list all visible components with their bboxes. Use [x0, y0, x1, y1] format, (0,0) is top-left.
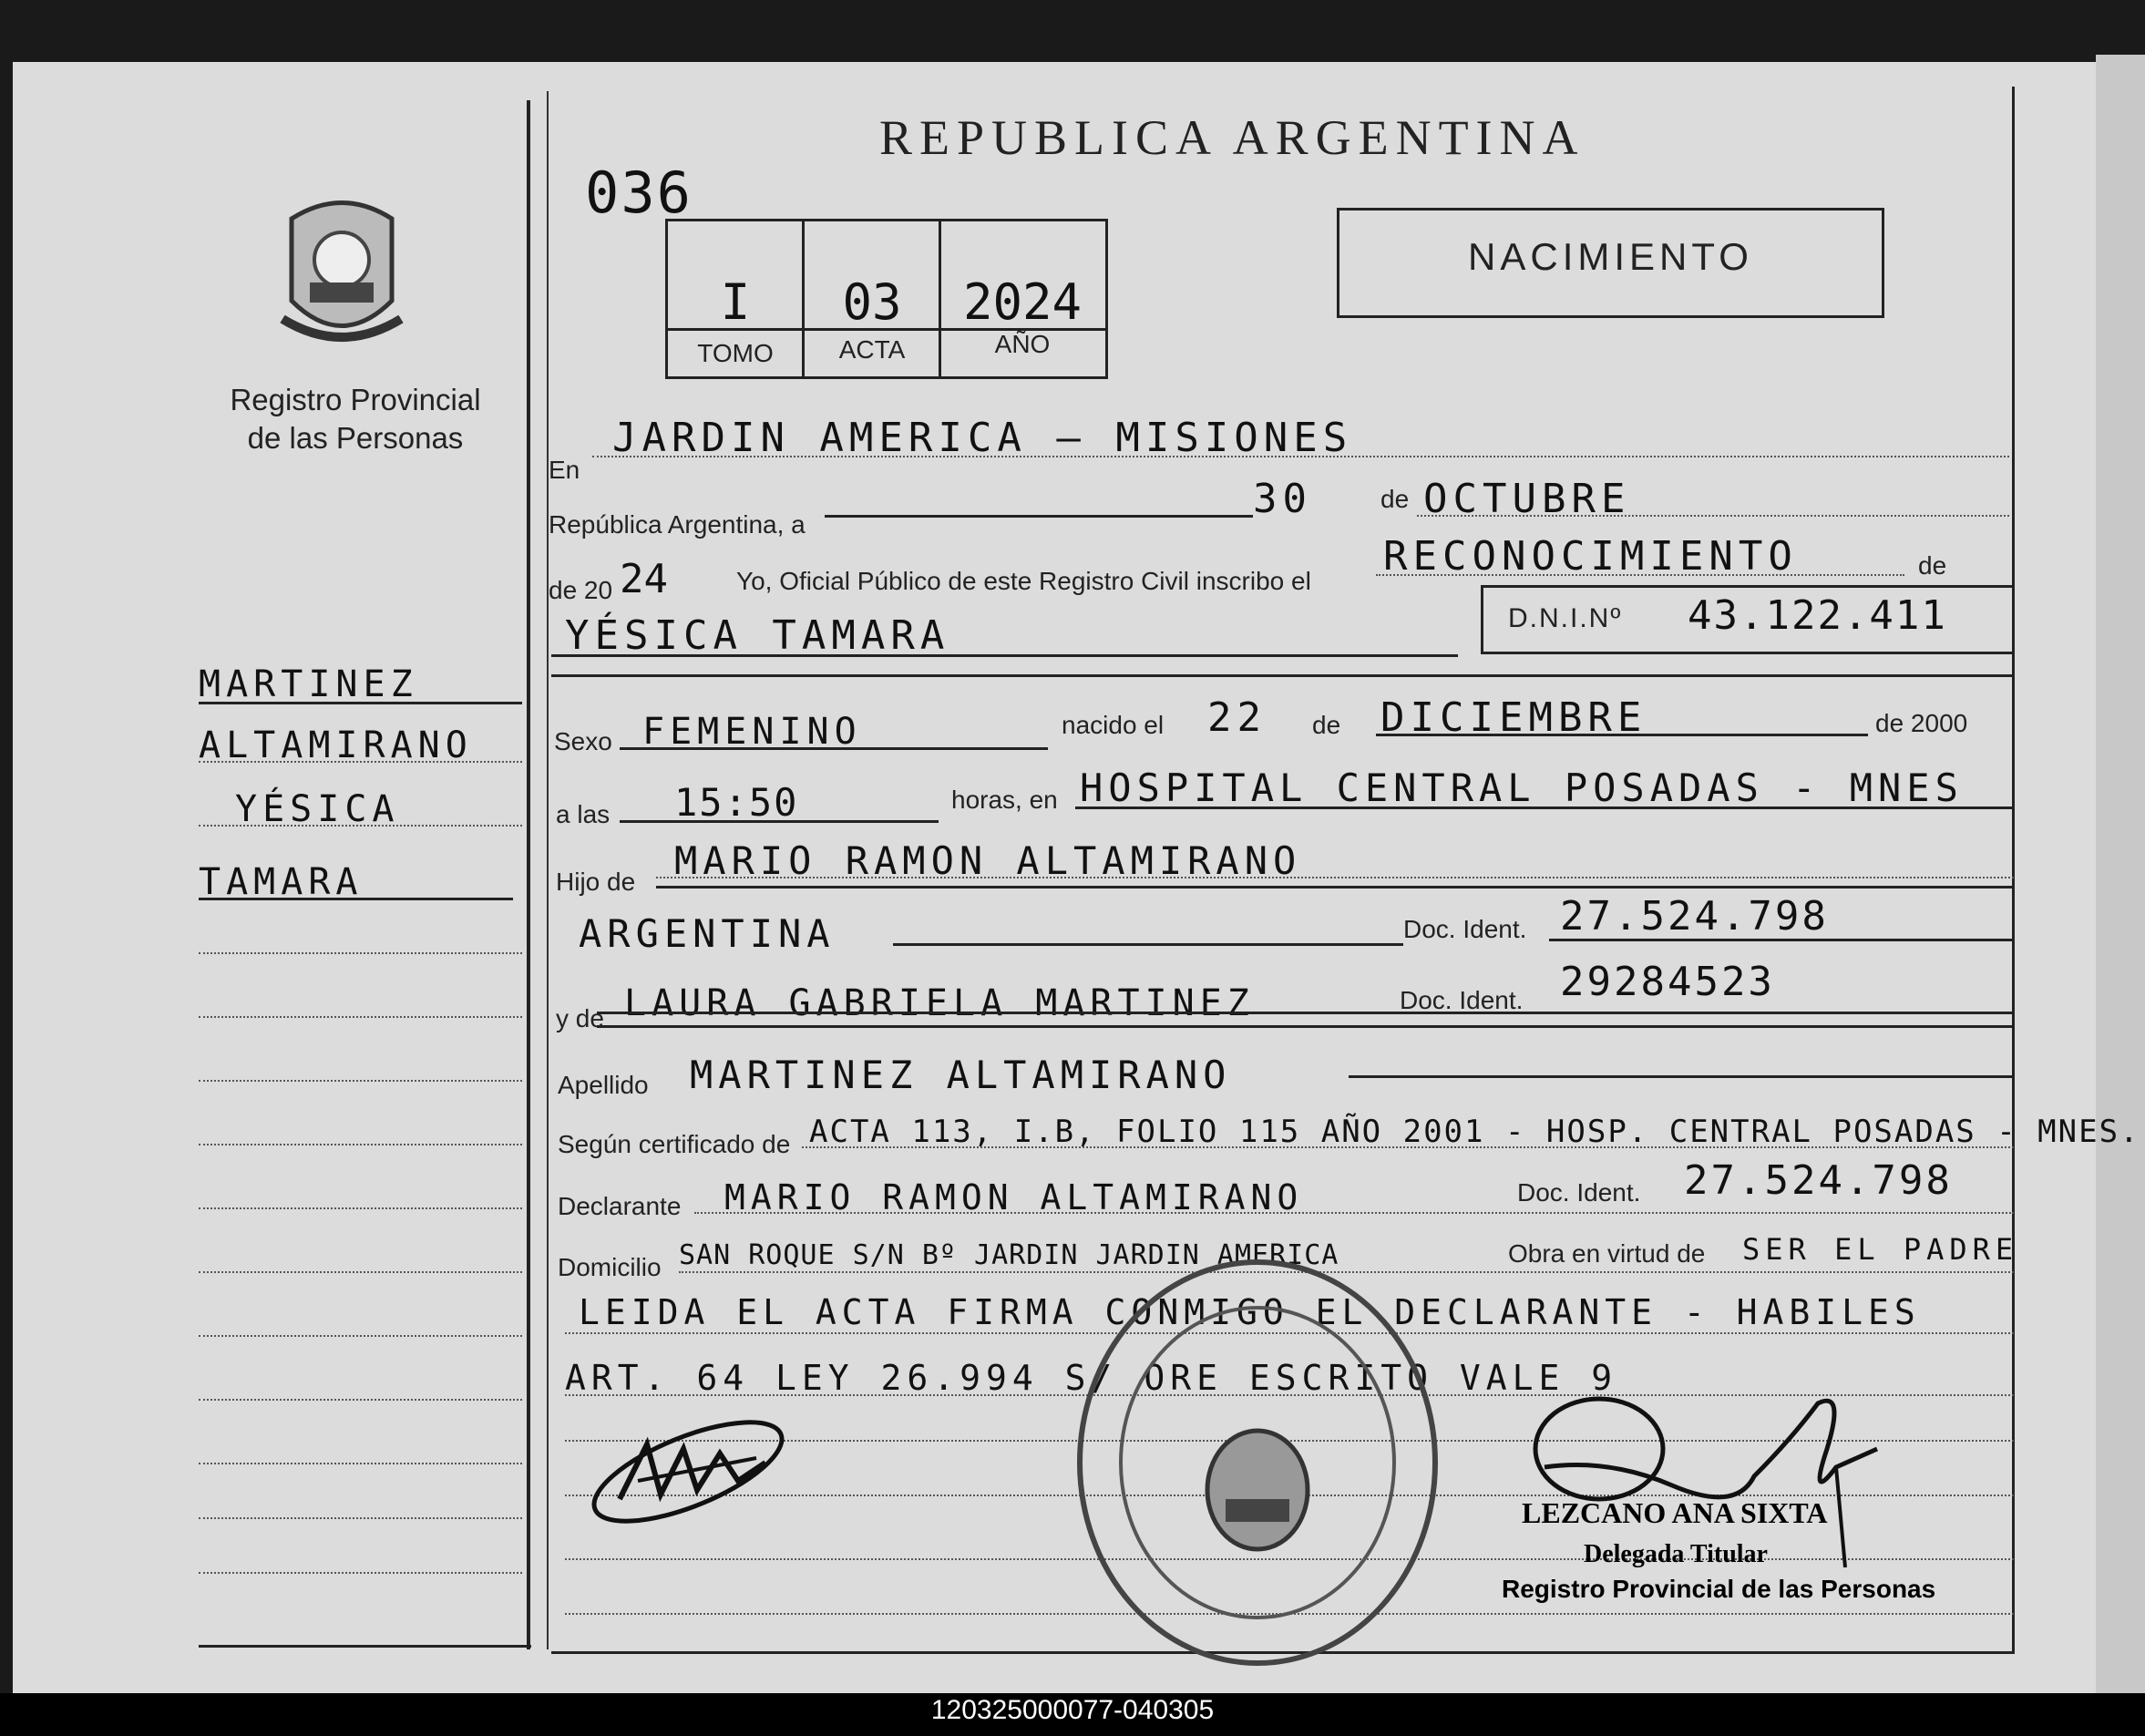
surname-value: MARTINEZ ALTAMIRANO: [690, 1053, 1232, 1097]
year-prefix-label: de 20: [549, 576, 613, 604]
margin-blank-line: [199, 1517, 522, 1519]
father-nationality: ARGENTINA: [579, 911, 836, 956]
sexo-line: [620, 747, 1048, 750]
margin-blank-line: [199, 1463, 522, 1464]
anio-value: 2024: [962, 273, 1083, 331]
section-divider-2: [597, 1025, 2014, 1028]
document-code: 120325000077-040305: [930, 1695, 1215, 1725]
margin-line-3: [199, 825, 522, 827]
margin-divider: [527, 100, 530, 1649]
anio-label: AÑO: [994, 330, 1051, 358]
official-organization: Registro Provincial de las Personas: [1502, 1575, 1936, 1603]
official-seal: [1071, 1253, 1444, 1672]
margin-surname-2: ALTAMIRANO: [199, 724, 473, 766]
margin-line-4: [199, 898, 513, 900]
obra-value: SER EL PADRE: [1742, 1232, 2019, 1267]
father-line: [656, 877, 2014, 878]
margin-blank-line: [199, 1335, 522, 1337]
acta-label: ACTA: [838, 335, 906, 364]
obra-label: Obra en virtud de: [1508, 1239, 1706, 1268]
apellido-label: Apellido: [558, 1071, 649, 1099]
margin-blank-line: [199, 1016, 522, 1018]
margin-blank-line: [199, 952, 522, 954]
horas-en-label: horas, en: [951, 786, 1058, 814]
observation-line-2: ART. 64 LEY 26.994 S/ ORE ESCRITO VALE 9: [565, 1358, 1618, 1398]
domicilio-value: SAN ROQUE S/N Bº JARDIN JARDIN AMERICA: [679, 1239, 1339, 1271]
registry-name-line2: de las Personas: [247, 421, 464, 455]
margin-line-1: [199, 702, 522, 704]
act-line: [1376, 574, 1904, 576]
mother-line: [597, 1012, 2014, 1014]
birth-month: DICIEMBRE: [1380, 694, 1647, 741]
birth-place-line: [1075, 806, 2014, 809]
certificate-line: [802, 1146, 2014, 1148]
sexo-label: Sexo: [554, 727, 612, 755]
tomo-label: TOMO: [697, 339, 774, 367]
hijo-label: Hijo de: [556, 868, 636, 896]
dni-label: D.N.I.Nº: [1508, 603, 1623, 633]
dni-value: 43.122.411: [1688, 592, 1947, 639]
de-label-1: de: [1380, 485, 1410, 513]
margin-blank-line: [199, 1271, 522, 1273]
father-doc: 27.524.798: [1560, 893, 1829, 940]
place-value: JARDIN AMERICA — MISIONES: [612, 415, 1353, 461]
mother-name: LAURA GABRIELA MARTINEZ: [624, 982, 1255, 1024]
section-divider-1: [551, 674, 2014, 677]
margin-line-2: [199, 761, 522, 763]
place-line: [592, 456, 2009, 457]
republica-label: República Argentina, a: [549, 510, 806, 539]
declarante-line: [694, 1212, 2014, 1214]
surname-line: [1349, 1075, 2014, 1078]
content-left-border: [547, 91, 549, 1649]
mother-doc: 29284523: [1560, 959, 1775, 1005]
name-line: [551, 654, 1458, 657]
birth-day: 22: [1207, 694, 1267, 741]
registered-name: YÉSICA TAMARA: [565, 612, 950, 659]
act-type: RECONOCIMIENTO: [1383, 533, 1798, 580]
birth-time: 15:50: [674, 780, 799, 825]
de-label-3: de: [1312, 711, 1341, 739]
record-type: NACIMIENTO: [1468, 235, 1753, 278]
father-underline: [656, 886, 2014, 889]
record-number: 036: [585, 159, 693, 226]
de-label-2: de: [1918, 551, 1947, 580]
en-label: En: [549, 456, 580, 484]
date-line-1: [825, 515, 1253, 518]
margin-given-name-1: YÉSICA: [235, 788, 400, 830]
acta-value: 03: [842, 273, 902, 331]
margin-bottom-line: [199, 1645, 531, 1648]
official-title: Delegada Titular: [1584, 1540, 1768, 1568]
declarante-name: MARIO RAMON ALTAMIRANO: [724, 1177, 1304, 1217]
misiones-crest-logo: [273, 191, 410, 355]
observation-line-1: LEIDA EL ACTA FIRMA CONMIGO EL DECLARANTE - HABILES: [579, 1292, 1921, 1332]
margin-blank-line: [199, 1080, 522, 1082]
month-line: [1417, 515, 2009, 517]
birth-year: de 2000: [1875, 709, 1968, 737]
registry-name-line1: Registro Provincial: [230, 383, 481, 416]
doc-ident-label-2: Doc. Ident.: [1400, 986, 1524, 1014]
oficial-text: Yo, Oficial Público de este Registro Civil inscribo el: [736, 567, 1311, 595]
sexo-value: FEMENINO: [642, 711, 862, 753]
nationality-line: [893, 943, 1403, 946]
registration-day: 30: [1253, 476, 1312, 522]
margin-blank-line: [199, 1572, 522, 1574]
time-line: [620, 820, 939, 823]
registration-month: OCTUBRE: [1423, 476, 1631, 522]
margin-blank-line: [199, 1399, 522, 1401]
declarant-signature: [583, 1408, 793, 1536]
father-name: MARIO RAMON ALTAMIRANO: [674, 838, 1302, 883]
tomo-value: I: [720, 273, 751, 331]
next-page-edge: [2096, 55, 2145, 1695]
margin-surname-1: MARTINEZ: [199, 663, 418, 705]
a-las-label: a las: [556, 800, 611, 828]
margin-blank-line: [199, 1207, 522, 1209]
content-right-border: [2012, 87, 2015, 1654]
year-suffix: 24: [620, 556, 668, 602]
segun-label: Según certificado de: [558, 1130, 791, 1158]
declarante-label: Declarante: [558, 1192, 682, 1220]
y-de-label: y de: [556, 1004, 604, 1032]
margin-blank-line: [199, 1144, 522, 1145]
birth-month-line: [1376, 734, 1868, 736]
margin-given-name-2: TAMARA: [199, 861, 364, 903]
certificate-reference: ACTA 113, I.B, FOLIO 115 AÑO 2001 - HOSP. CENTRAL POSADAS - MNES.: [809, 1114, 2140, 1150]
country-title: REPUBLICA ARGENTINA: [879, 110, 1586, 165]
declarante-doc: 27.524.798: [1684, 1157, 1953, 1204]
domicilio-label: Domicilio: [558, 1253, 662, 1281]
official-name: LEZCANO ANA SIXTA: [1522, 1496, 1828, 1529]
father-doc-line: [1549, 939, 2014, 941]
doc-ident-label-1: Doc. Ident.: [1403, 915, 1527, 943]
doc-ident-label-3: Doc. Ident.: [1517, 1178, 1641, 1207]
birth-place: HOSPITAL CENTRAL POSADAS - MNES: [1080, 765, 1964, 810]
nacido-label: nacido el: [1062, 711, 1165, 739]
